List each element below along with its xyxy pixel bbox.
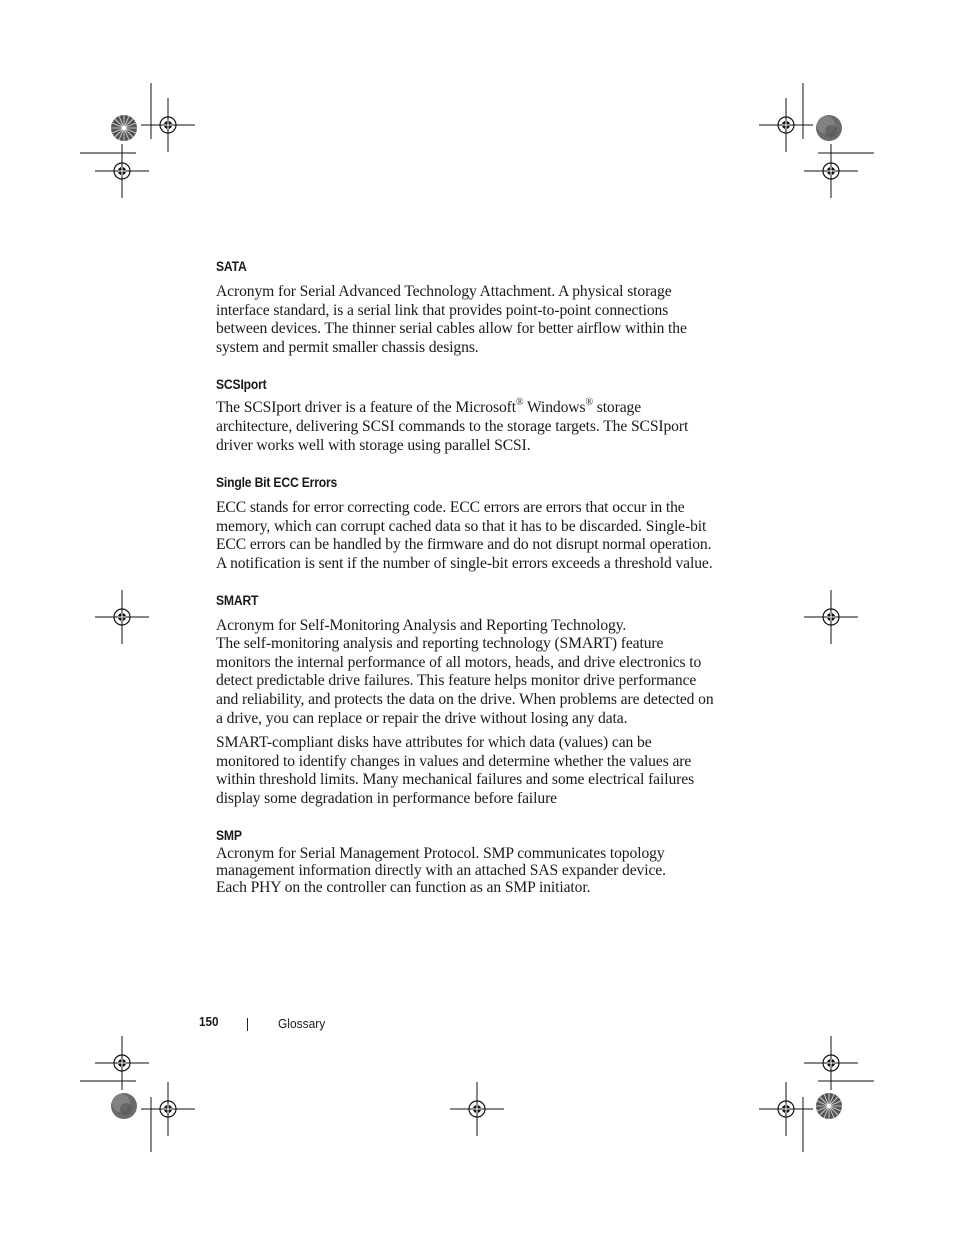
term-scsiport: SCSIport [216,377,267,393]
footer-section-title: Glossary [278,1016,326,1031]
definition-single-bit-ecc-errors: ECC stands for error correcting code. ECC errors are errors that occur in the memory, which can corrupt cached data so that it has to be discarded. Single-bit ECC errors can be handled by the firmware and do not disrupt normal operation. A notification is sent if the number of single-bit errors exceeds a threshold value. [216,499,713,572]
definition-smp-phy: Each PHY on the controller can function as an SMP initiator. [216,879,591,897]
definition-smart-body: The self-monitoring analysis and reporting technology (SMART) feature monitors the internal performance of all motors, heads, and drive electronics to detect predictable drive failures. This feature helps monitor drive performance and reliability, and protects the data on the drive. When problems are detected on a drive, you can replace or repair the drive without losing any data. [216,635,714,727]
page-number: 150 [199,1014,219,1029]
definition-scsiport-part3: storage architecture, delivering SCSI commands to the storage targets. The SCSIport driver works well with storage using parallel SCSI. [216,399,689,454]
definition-smp: Acronym for Serial Management Protocol. SMP communicates topology management information directly with an attached SAS expander device. [216,845,666,880]
glossary-content [216,258,716,896]
term-smp: SMP [216,828,242,844]
term-sata: SATA [216,259,247,274]
definition-smart-intro: Acronym for Self-Monitoring Analysis and Reporting Technology. [216,616,627,634]
definition-scsiport [216,399,716,455]
definition-smart-attributes: SMART-compliant disks have attributes for which data (values) can be monitored to identify changes in values and determine whether the values are within threshold limits. Many mechanical failures and some electrical failures display some degradation in performance before failure [216,734,695,807]
term-smart: SMART [216,592,259,608]
definition-sata: Acronym for Serial Advanced Technology Attachment. A physical storage interface standard, is a serial link that provides point-to-point connections between devices. The thinner serial cables allow for better airflow within the system and permit smaller chassis designs. [216,283,687,356]
definition-scsiport-part1: The SCSIport driver is a feature of the Microsoft [216,399,516,417]
registered-mark: ® [515,397,524,409]
footer-divider [247,1018,248,1031]
term-single-bit-ecc-errors: Single Bit ECC Errors [216,475,338,491]
registered-mark: ® [585,397,593,409]
definition-scsiport-part2: Windows [523,399,586,417]
